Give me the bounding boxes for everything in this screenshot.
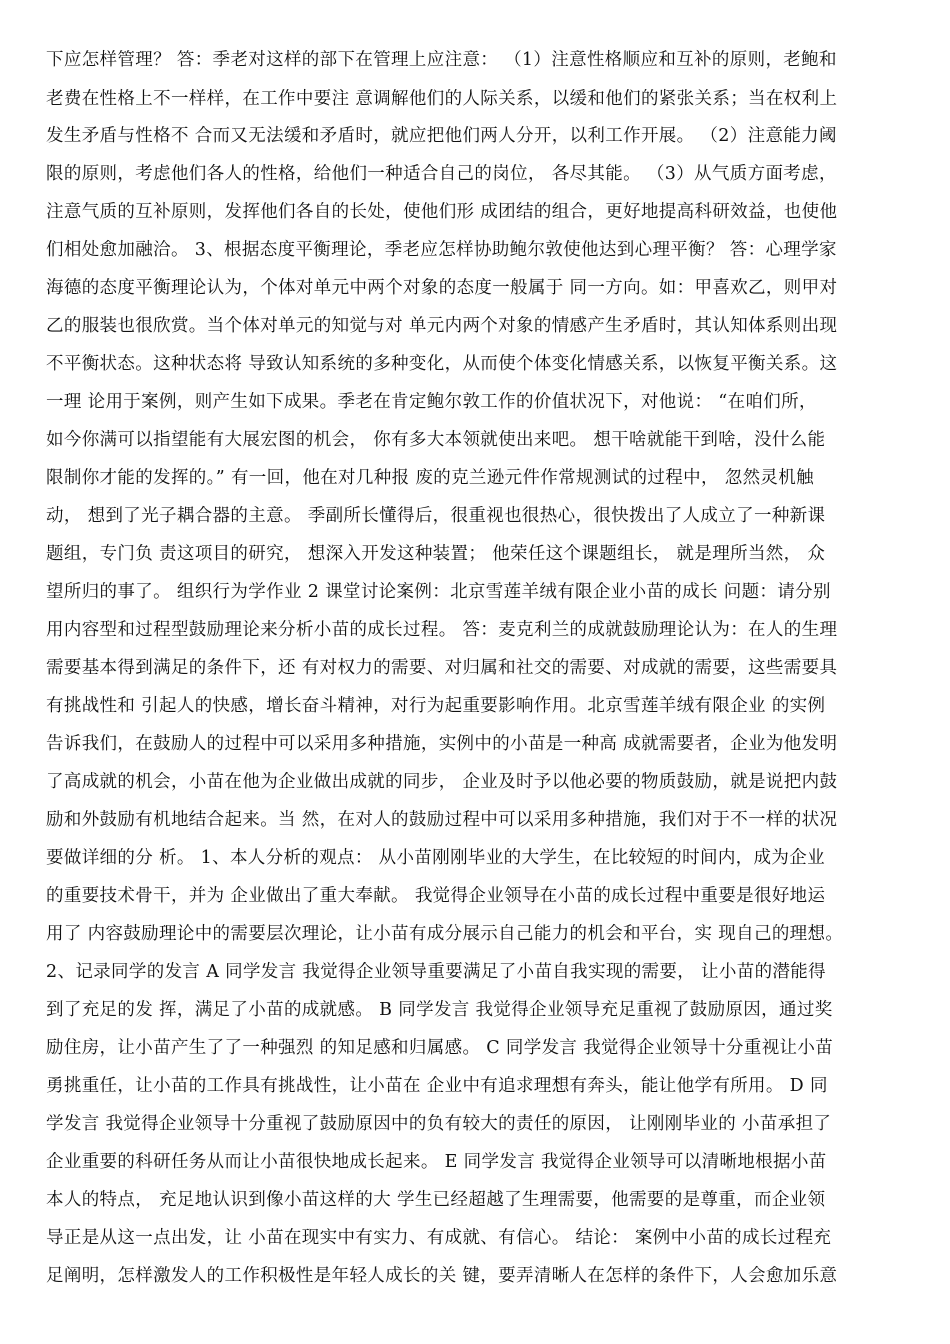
text-line: 勇挑重任，让小苗的工作具有挑战性，让小苗在 企业中有追求理想有奔头，能让他学有所用。 D 同 bbox=[46, 1076, 828, 1096]
text-line: 要做详细的分 析。 1、本人分析的观点： 从小苗刚刚毕业的大学生，在比较短的时间内，成为企业 bbox=[46, 848, 825, 868]
text-line: 有挑战性和 引起人的快感，增长奋斗精神，对行为起重要影响作用。北京雪莲羊绒有限企业 的实例 bbox=[46, 696, 826, 716]
text-line: 动， 想到了光子耦合器的主意。 季副所长懂得后，很重视也很热心，很快拨出了人成立了一种新课 bbox=[46, 506, 826, 526]
text-line: 励住房，让小苗产生了了一种强烈 的知足感和归属感。 C 同学发言 我觉得企业领导十分重视让小苗 bbox=[46, 1038, 834, 1058]
text-line: 需要基本得到满足的条件下，还 有对权力的需要、对归属和社交的需要、对成就的需要，这些需要具 bbox=[46, 658, 838, 678]
text-line: 2、记录同学的发言 A 同学发言 我觉得企业领导重要满足了小苗自我实现的需要， 让小苗的潜能得 bbox=[46, 962, 826, 982]
text-line: 限制你才能的发挥的。” 有一回，他在对几种报 废的克兰逊元件作常规测试的过程中， 忽然灵机触 bbox=[46, 468, 814, 488]
text-line: 的重要技术骨干，并为 企业做出了重大奉献。 我觉得企业领导在小苗的成长过程中重要是很好地运 bbox=[46, 886, 826, 906]
text-line: 老费在性格上不一样样，在工作中要注 意调解他们的人际关系，以缓和他们的紧张关系；当在权利上 bbox=[46, 89, 838, 109]
text-line: 学发言 我觉得企业领导十分重视了鼓励原因中的负有较大的责任的原因， 让刚刚毕业的 小苗承担了 bbox=[46, 1114, 832, 1134]
text-line: 一理 论用于案例，则产生如下成果。季老在肯定鲍尔敦工作的价值状况下，对他说： “在咱们所， bbox=[46, 392, 817, 412]
text-line: 发生矛盾与性格不 合而又无法缓和矛盾时，就应把他们两人分开，以利工作开展。 （2）注意能力阈 bbox=[46, 126, 837, 146]
text-line: 注意气质的互补原则，发挥他们各自的长处，使他们形 成团结的组合，更好地提高科研效益，也使他 bbox=[46, 202, 838, 222]
text-line: 了高成就的机会，小苗在他为企业做出成就的同步， 企业及时予以他必要的物质鼓励，就是说把内鼓 bbox=[46, 772, 838, 792]
text-line: 们相处愈加融洽。 3、根据态度平衡理论，季老应怎样协助鲍尔敦使他达到心理平衡？ 答：心理学家 bbox=[46, 240, 837, 260]
text-line: 望所归的事了。 组织行为学作业 2 课堂讨论案例：北京雪莲羊绒有限企业小苗的成长 问题：请分别 bbox=[46, 582, 831, 602]
text-line: 限的原则，考虑他们各人的性格，给他们一种适合自己的岗位， 各尽其能。 （3）从气质方面考虑， bbox=[46, 164, 837, 184]
text-line: 海德的态度平衡理论认为，个体对单元中两个对象的态度一般属于 同一方向。如：甲喜欢乙，则甲对 bbox=[46, 278, 838, 298]
text-line: 励和外鼓励有机地结合起来。当 然，在对人的鼓励过程中可以采用多种措施，我们对于不一样的状况 bbox=[46, 810, 838, 830]
text-line: 乙的服装也很欣赏。当个体对单元的知觉与对 单元内两个对象的情感产生矛盾时，其认知体系则出现 bbox=[46, 316, 838, 336]
text-line: 题组，专门负 责这项目的研究， 想深入开发这种装置； 他荣任这个课题组长， 就是理所当然， 众 bbox=[46, 544, 826, 564]
text-line: 足阐明，怎样激发人的工作积极性是年轻人成长的关 键，要弄清晰人在怎样的条件下，人会愈加乐意 bbox=[46, 1266, 838, 1286]
text-line: 下应怎样管理？ 答：季老对这样的部下在管理上应注意： （1）注意性格顺应和互补的原则，老鲍和 bbox=[46, 50, 837, 70]
text-line: 导正是从这一点出发，让 小苗在现实中有实力、有成就、有信心。 结论： 案例中小苗的成长过程充 bbox=[46, 1228, 832, 1248]
text-line: 本人的特点， 充足地认识到像小苗这样的大 学生已经超越了生理需要，他需要的是尊重，而企业领 bbox=[46, 1190, 826, 1210]
text-line: 告诉我们，在鼓励人的过程中可以采用多种措施，实例中的小苗是一种高 成就需要者，企业为他发明 bbox=[46, 734, 838, 754]
text-line: 企业重要的科研任务从而让小苗很快地成长起来。 E 同学发言 我觉得企业领导可以清晰地根据小苗 bbox=[46, 1152, 827, 1172]
text-line: 到了充足的发 挥，满足了小苗的成就感。 B 同学发言 我觉得企业领导充足重视了鼓励原因，通过奖 bbox=[46, 1000, 833, 1020]
text-line: 不平衡状态。这种状态将 导致认知系统的多种变化，从而使个体变化情感关系，以恢复平衡关系。这 bbox=[46, 354, 838, 374]
text-line: 用内容型和过程型鼓励理论来分析小苗的成长过程。 答：麦克利兰的成就鼓励理论认为：在人的生理 bbox=[46, 620, 838, 640]
text-line: 用了 内容鼓励理论中的需要层次理论，让小苗有成分展示自己能力的机会和平台，实 现自己的理想。 bbox=[46, 924, 844, 944]
text-line: 如今你满可以指望能有大展宏图的机会， 你有多大本领就使出来吧。 想干啥就能干到啥，没什么能 bbox=[46, 430, 826, 450]
